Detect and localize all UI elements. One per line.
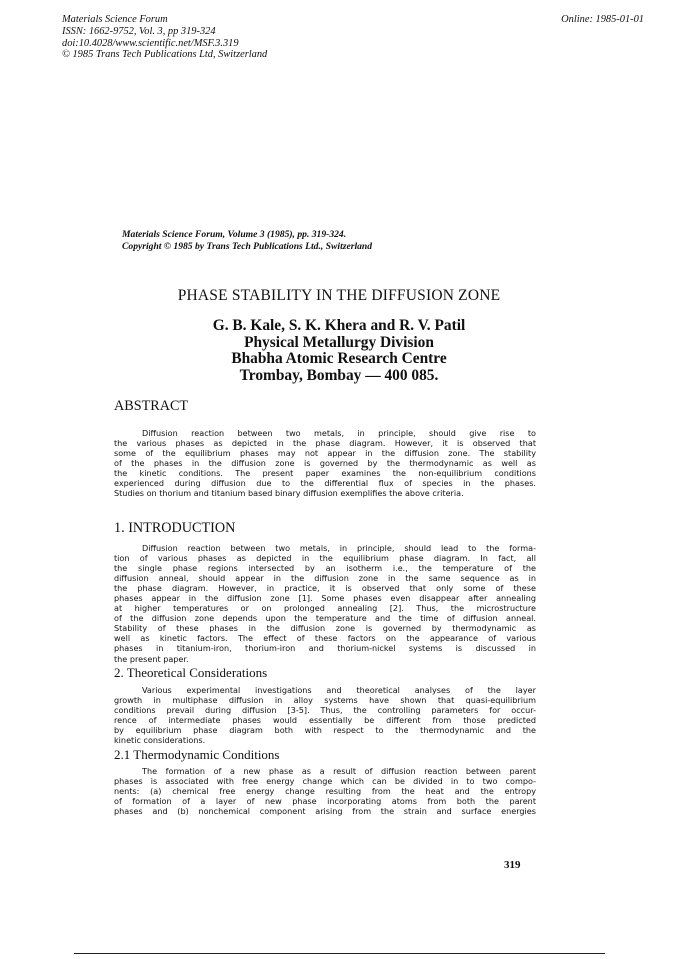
introduction-paragraph — [114, 543, 536, 664]
text-line: some of the equilibrium phases may not appear in the diffusion zone. The stability — [114, 448, 536, 459]
abstract-paragraph — [114, 428, 536, 498]
online-date: Online: 1985-01-01 — [561, 14, 644, 25]
thermodynamic-heading: 2.1 Thermodynamic Conditions — [114, 747, 280, 762]
text-line: Various experimental investigations and theoretical analyses of the layer — [142, 685, 536, 695]
author-institution: Bhabha Atomic Research Centre — [231, 350, 447, 368]
text-line: diffusion anneal, should appear in the diffusion zone in the same sequence as in — [114, 573, 536, 584]
text-line: rence of intermediate phases would essentially be different from those predicted — [114, 715, 536, 726]
issn-line: ISSN: 1662-9752, Vol. 3, pp 319-324 — [62, 25, 216, 37]
author-division: Physical Metallurgy Division — [244, 333, 434, 351]
copyright-line: © 1985 Trans Tech Publications Ltd, Switzerland — [62, 49, 268, 61]
footer-rule — [74, 953, 605, 954]
text-line: by equilibrium phase diagram both with respect to the thermodynamic and the — [114, 725, 536, 736]
text-line: the single phase regions intersected by an isotherm i.e., the temperature of the — [114, 563, 536, 574]
text-line: growth in multiphase diffusion in alloy systems have shown that quasi-equilibrium — [114, 695, 536, 706]
theoretical-paragraph — [114, 685, 536, 745]
text-line: the kinetic conditions. The present paper examines the non-equilibrium conditions — [114, 468, 536, 479]
abstract-heading: ABSTRACT — [114, 398, 189, 414]
text-line: experienced during diffusion due to the differential flux of species in the phases. — [114, 478, 536, 489]
thermodynamic-paragraph — [114, 766, 536, 816]
text-line: Diffusion reaction between two metals, in principle, should give rise to — [142, 428, 536, 438]
text-line: phases in titanium-iron, thorium-iron and thorium-nickel systems is discussed in — [114, 643, 536, 654]
text-line: of the phases in the diffusion zone is governed by the thermodynamic as well as — [114, 458, 536, 469]
text-line: The formation of a new phase as a result of diffusion reaction between parent — [142, 766, 536, 776]
text-line: phases appear in the diffusion zone [1]. Some phases even disappear after annealing — [114, 593, 536, 604]
author-names: G. B. Kale, S. K. Khera and R. V. Patil — [212, 317, 466, 334]
paper-title: PHASE STABILITY IN THE DIFFUSION ZONE — [177, 287, 501, 304]
doi-line[interactable]: doi:10.4028/www.scientific.net/MSF.3.319 — [62, 37, 239, 49]
citation-line: Materials Science Forum, Volume 3 (1985), pp. 319-324. — [122, 229, 347, 240]
text-line: nents: (a) chemical free energy change resulting from the heat and the entropy — [114, 786, 536, 797]
copyright-notice: Copyright © 1985 by Trans Tech Publications Ltd., Switzerland — [122, 240, 373, 252]
text-line: at higher temperatures or on prolonged annealing [2]. Thus, the microstructure — [114, 603, 536, 614]
text-line: of the diffusion zone depends upon the temperature and the time of diffusion anneal. — [114, 613, 536, 624]
introduction-heading: 1. INTRODUCTION — [114, 520, 236, 536]
text-line: Diffusion reaction between two metals, in principle, should lead to the forma- — [142, 543, 536, 553]
text-line: conditions prevail during diffusion [3-5]. Thus, the controlling parameters for occur- — [114, 705, 536, 716]
journal-header — [62, 14, 267, 61]
page-number: 319 — [504, 859, 521, 871]
text-line: the various phases as depicted in the phase diagram. However, it is observed that — [114, 438, 536, 449]
text-line: Stability of these phases in the diffusion zone is governed by thermodynamic as — [114, 623, 536, 634]
text-line: kinetic considerations. — [114, 735, 206, 746]
text-line: of formation of a layer of new phase incorporating atoms from both the parent — [114, 796, 536, 807]
text-line: tion of various phases as depicted in the equilibrium phase diagram. In fact, all — [114, 553, 536, 564]
text-line: phases and (b) nonchemical component arising from the strain and surface energies — [114, 806, 536, 817]
theoretical-heading: 2. Theoretical Considerations — [114, 665, 268, 680]
text-line: phases is associated with free energy change which can be divided in to two compo- — [114, 776, 536, 787]
journal-name: Materials Science Forum — [62, 14, 168, 25]
author-address: Trombay, Bombay — 400 085. — [239, 366, 439, 384]
author-block — [0, 318, 678, 384]
text-line: Studies on thorium and titanium based binary diffusion exemplifies the above criteria. — [114, 488, 464, 499]
text-line: the present paper. — [114, 653, 189, 664]
text-line: well as kinetic factors. The effect of these factors on the appearance of various — [114, 633, 536, 644]
citation-block — [122, 229, 372, 252]
text-line: the phase diagram. However, in practice, it is observed that only some of these — [114, 583, 536, 594]
